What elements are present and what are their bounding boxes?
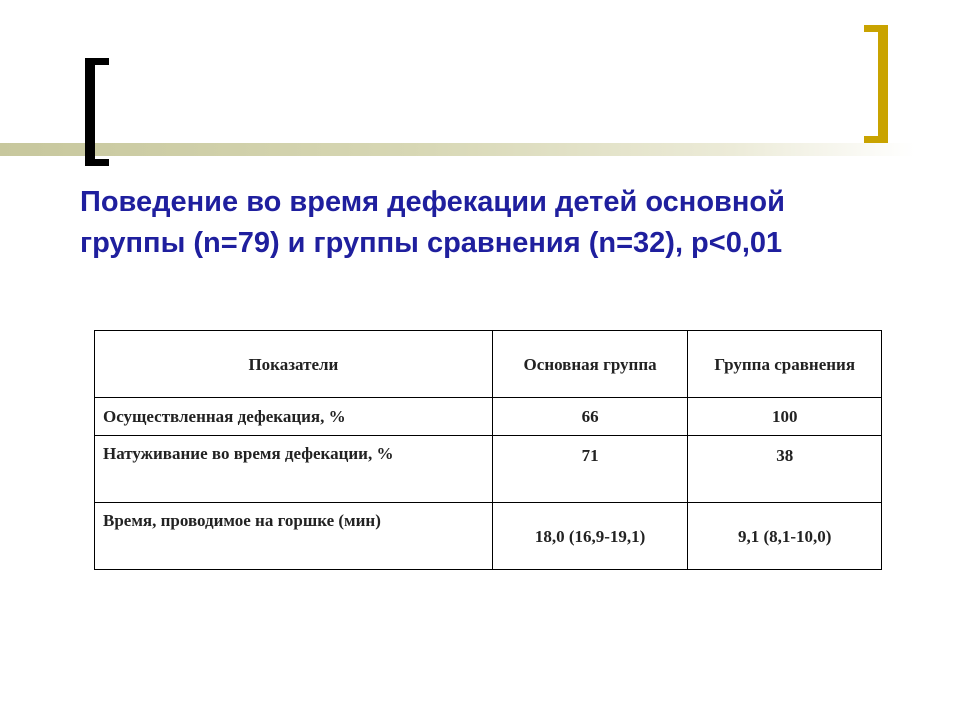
row-value-comparison-potty-time: 9,1 (8,1-10,0) — [688, 503, 882, 570]
left-bracket-top-cap — [85, 58, 109, 65]
decorative-gradient-bar — [0, 143, 915, 156]
row-value-main-defecation: 66 — [492, 398, 688, 436]
left-bracket-bottom-cap — [85, 159, 109, 166]
row-value-comparison-straining: 38 — [688, 436, 882, 503]
row-label-defecation: Осуществленная дефекация, % — [95, 398, 493, 436]
right-bracket-decoration — [878, 25, 888, 143]
left-bracket-decoration — [85, 58, 95, 166]
table-row — [95, 503, 882, 570]
table-row — [95, 398, 882, 436]
header-indicators: Показатели — [95, 331, 493, 398]
row-label-straining: Натуживание во время дефекации, % — [95, 436, 493, 503]
header-comparison-group: Группа сравнения — [688, 331, 882, 398]
row-value-main-potty-time: 18,0 (16,9-19,1) — [492, 503, 688, 570]
row-value-comparison-defecation: 100 — [688, 398, 882, 436]
slide-title-line-2: группы (n=79) и группы сравнения (n=32), p<0,01 — [80, 227, 783, 259]
row-label-potty-time: Время, проводимое на горшке (мин) — [95, 503, 493, 570]
right-bracket-bottom-cap — [864, 136, 888, 143]
slide-title — [80, 182, 940, 264]
table-row — [95, 436, 882, 503]
header-main-group: Основная группа — [492, 331, 688, 398]
slide-title-line-1: Поведение во время дефекации детей основной — [80, 186, 785, 218]
right-bracket-top-cap — [864, 25, 888, 32]
results-table — [94, 330, 882, 570]
table-header-row — [95, 331, 882, 398]
row-value-main-straining: 71 — [492, 436, 688, 503]
